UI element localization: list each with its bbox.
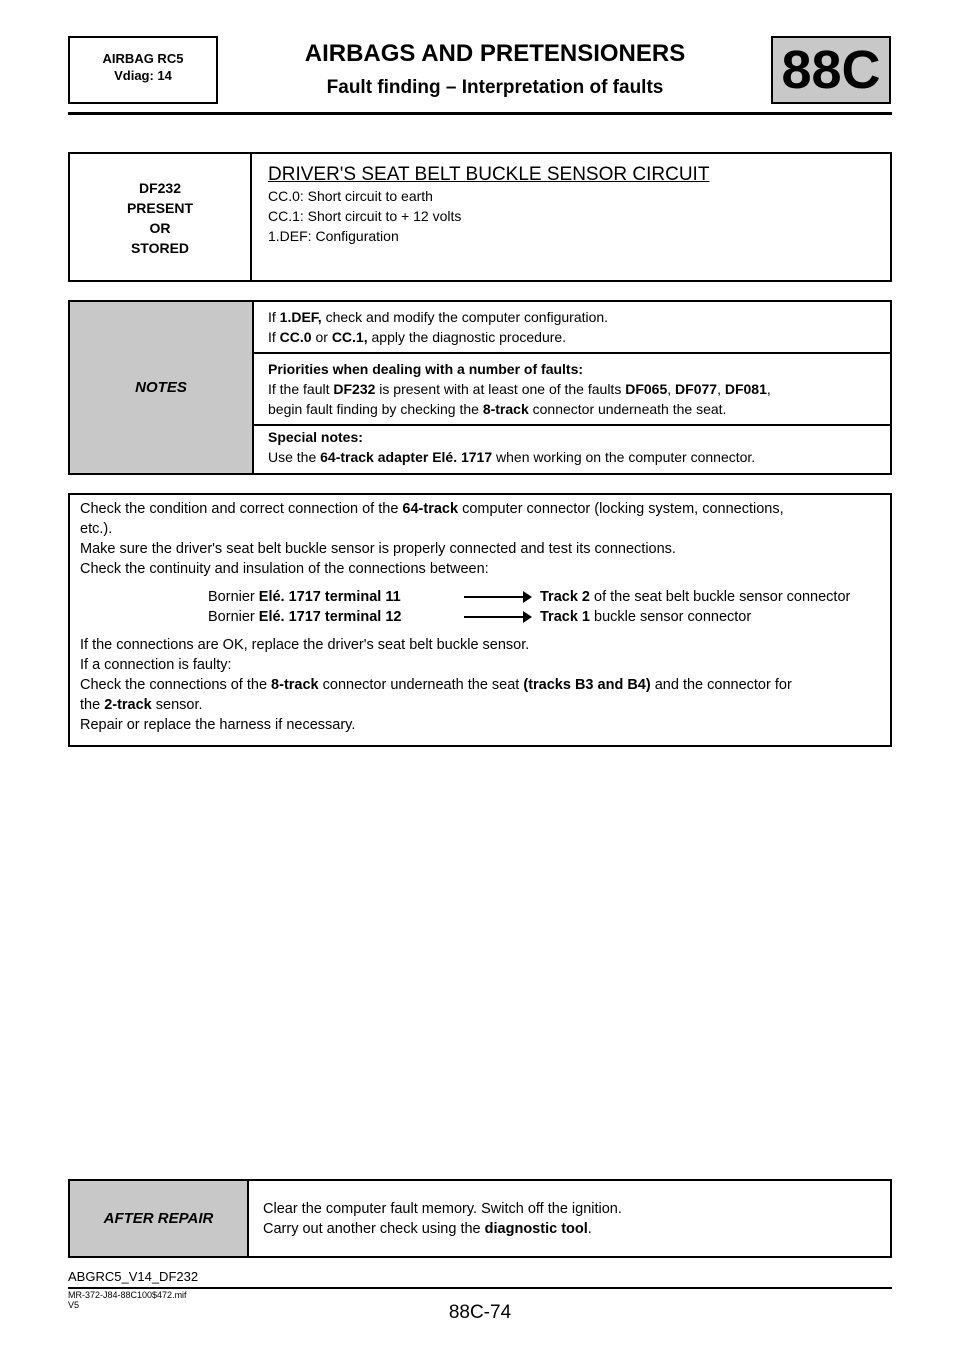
arrow-right-icon [464,596,526,598]
document-reference: ABGRC5_V14_DF232 [68,1269,199,1284]
fault-title: DRIVER'S SEAT BELT BUCKLE SENSOR CIRCUIT [268,164,710,185]
fault-box [68,152,892,282]
page-subtitle: Fault finding – Interpretation of faults [326,77,664,98]
procedure-box [68,493,892,747]
after-repair-label: AFTER REPAIR [70,1181,249,1256]
after-repair-text: Clear the computer fault memory. Switch off the ignition. Carry out another check using the diagnostic tool. [263,1201,622,1237]
procedure-step: Repair or replace the harness if necessary. [80,717,356,733]
page-title: AIRBAGS AND PRETENSIONERS [304,40,686,67]
fault-description [268,164,709,246]
procedure-step: Make sure the driver's seat belt buckle sensor is properly connected and test its connections. [80,541,676,557]
procedure-step: Check the condition and correct connection of the 64-track computer connector (locking system, connections, [80,501,784,517]
notes-label: NOTES [70,302,254,473]
footer-file-info: MR-372-J84-88C100$472.mif V5 [68,1290,187,1310]
after-repair-box [68,1179,892,1258]
connection-row: Bornier Elé. 1717 terminal 12 Track 1 buckle sensor connector [208,609,752,625]
connection-row: Bornier Elé. 1717 terminal 11 Track 2 of the seat belt buckle sensor connector [208,589,851,605]
notes-priorities-row: Priorities when dealing with a number of faults: If the fault DF232 is present with at least one of the faults DF065, DF077, DF081, begin fault finding by checking the 8-track connector underneath the seat. [254,354,890,426]
procedure-step: If a connection is faulty: [80,657,232,673]
footer-divider [68,1287,892,1289]
fault-line: CC.0: Short circuit to earth [268,188,433,204]
procedure-step: the 2-track sensor. [80,697,203,713]
section-code: 88C [771,36,891,104]
fault-status-stored: STORED [130,240,190,256]
module-name: AIRBAG RC5 [102,51,184,66]
module-box [68,36,218,104]
procedure-step: Check the connections of the 8-track connector underneath the seat (tracks B3 and B4) and the connector for [80,677,792,693]
fault-status-or: OR [149,220,171,236]
priorities-heading: Priorities when dealing with a number of faults: [268,361,584,377]
fault-line: 1.DEF: Configuration [268,228,399,244]
fault-status-cell [70,154,252,280]
notes-box [68,300,892,475]
procedure-step: If the connections are OK, replace the driver's seat belt buckle sensor. [80,637,530,653]
header-divider [68,112,892,115]
notes-config-row: If 1.DEF, check and modify the computer configuration. If CC.0 or CC.1, apply the diagnostic procedure. [254,302,890,354]
fault-line: CC.1: Short circuit to + 12 volts [268,208,462,224]
special-notes-heading: Special notes: [268,429,363,445]
vdiag-label: Vdiag: 14 [114,68,172,83]
page-number: 88C-74 [448,1302,512,1323]
fault-code: DF232 [138,180,182,196]
procedure-step: etc.). [80,521,113,537]
fault-status-present: PRESENT [126,200,194,216]
arrow-right-icon [464,616,526,618]
procedure-step: Check the continuity and insulation of the connections between: [80,561,489,577]
notes-special-row: Special notes: Use the 64-track adapter Elé. 1717 when working on the computer connector. [268,429,756,465]
